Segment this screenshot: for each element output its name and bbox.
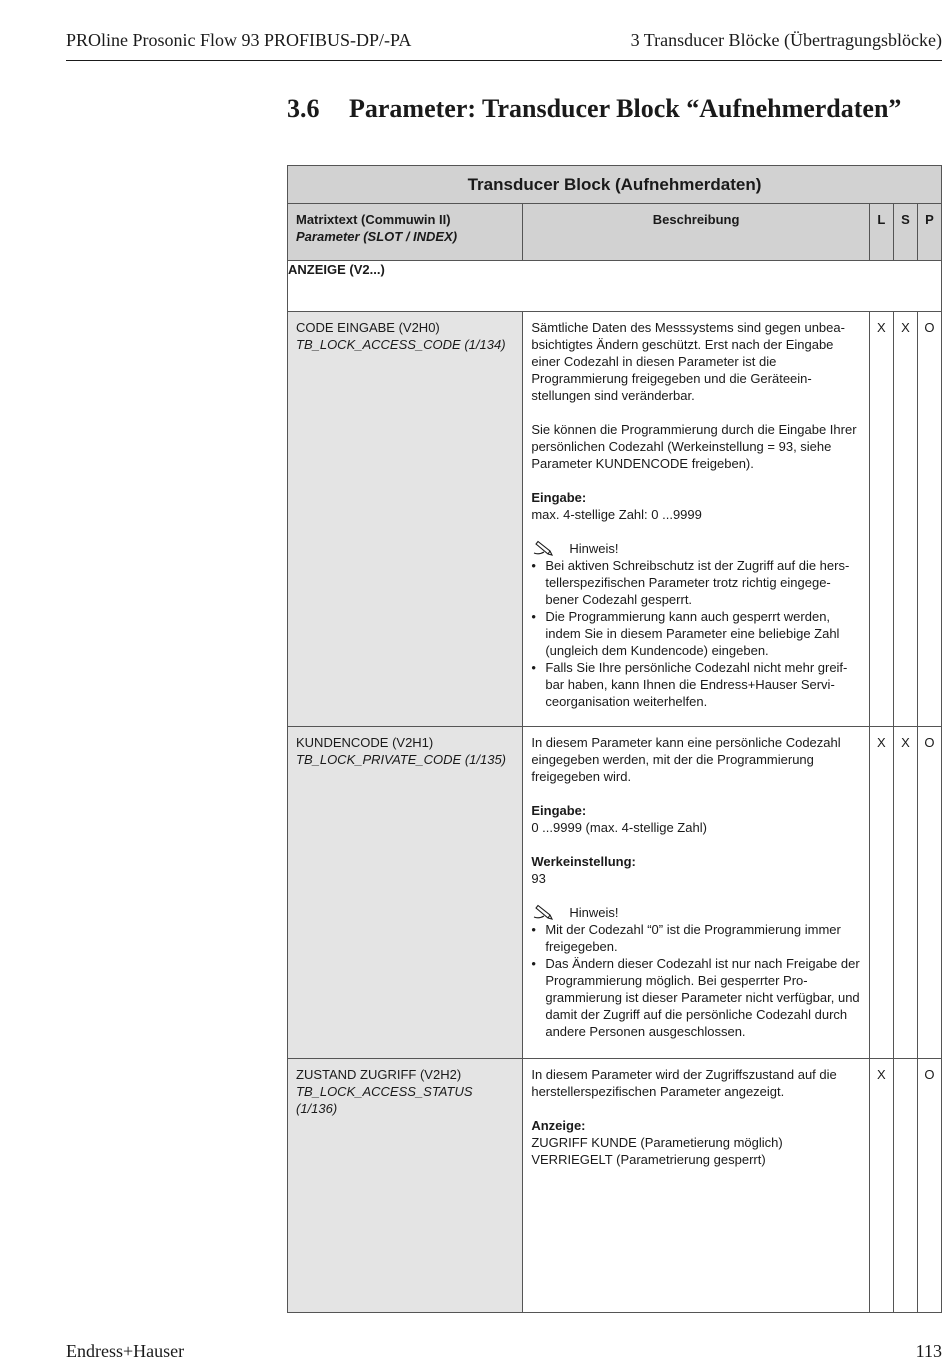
description-text: Sie können die Programmierung durch die Eingabe Ihrer persönlichen Codezahl (Werkeinstellung = 93, siehe Parameter KUNDENCODE freigeben).: [531, 422, 857, 471]
list-item: • Bei aktiven Schreibschutz ist der Zugriff auf die hers-tellerspezifischen Parameter trotz richtig eingege-bener Codezahl gesperrt.: [531, 557, 863, 608]
list-item: • Mit der Codezahl “0” ist die Programmierung immer freigegeben.: [531, 921, 863, 955]
note-list: [531, 921, 863, 1040]
default-label: Werkeinstellung:: [531, 854, 636, 869]
display-label: Anzeige:: [531, 1118, 586, 1133]
pencil-note-icon: [531, 904, 561, 921]
parameter-name: ZUSTAND ZUGRIFF (V2H2): [296, 1067, 462, 1082]
parameter-code: TB_LOCK_ACCESS_STATUS (1/136): [296, 1084, 473, 1116]
footer-brand: Endress+Hauser: [66, 1341, 185, 1361]
running-header-right: 3 Transducer Blöcke (Übertragungsblöcke): [630, 30, 942, 50]
list-item: • Das Ändern dieser Codezahl ist nur nach Freigabe der Programmierung möglich. Bei gesperrter Pro-grammierung ist dieser Parameter nicht verfügbar, und damit der Zugriff auf die persönliche Codezahl durch andere Personen ausgeschlossen.: [531, 955, 863, 1040]
list-item: • Die Programmierung kann auch gesperrt werden, indem Sie in diesem Parameter eine beliebige Zahl (ungleich dem Kundencode) eingeben.: [531, 608, 863, 659]
transducer-block-table: [287, 165, 942, 1313]
parameter-name: KUNDENCODE (V2H1): [296, 735, 434, 750]
column-header-l: L: [869, 204, 893, 261]
column-header-line2: Parameter (SLOT / INDEX): [296, 229, 458, 244]
flag-l: X: [869, 312, 893, 727]
description-text: In diesem Parameter wird der Zugriffszustand auf die herstellerspezifischen Parameter angezeigt.: [531, 1067, 837, 1099]
pencil-note-icon: [531, 540, 561, 557]
flag-l: X: [869, 727, 893, 1059]
display-value: VERRIEGELT (Parametrierung gesperrt): [531, 1152, 766, 1167]
flag-s: [893, 1059, 917, 1313]
flag-s: X: [893, 727, 917, 1059]
column-header-line1: Matrixtext (Commuwin II): [296, 212, 451, 227]
list-item: • Falls Sie Ihre persönliche Codezahl nicht mehr greif-bar haben, kann Ihnen die Endress+Hauser Servi-ceorganisation weiterhelfen.: [531, 659, 863, 710]
header-rule: [66, 60, 942, 61]
note-label: Hinweis!: [569, 905, 619, 920]
running-header-left: PROline Prosonic Flow 93 PROFIBUS-DP/-PA: [66, 30, 412, 50]
parameter-name-cell: [288, 312, 523, 727]
column-header-s: S: [893, 204, 917, 261]
parameter-name-cell: [288, 1059, 523, 1313]
description-text: Sämtliche Daten des Messsystems sind gegen unbea-bsichtigtes Ändern geschützt. Erst nach der Eingabe einer Codezahl in diesen Parameter ist die Programmierung freigegeben und die Geräteein-stellungen sind veränderbar.: [531, 320, 845, 403]
input-label: Eingabe:: [531, 803, 587, 818]
section-title: [287, 94, 901, 124]
input-value: max. 4-stellige Zahl: 0 ...9999: [531, 507, 702, 522]
flag-s: X: [893, 312, 917, 727]
parameter-code: TB_LOCK_PRIVATE_CODE (1/135): [296, 752, 507, 767]
description-cell: [523, 1059, 870, 1313]
note-label: Hinweis!: [569, 541, 619, 556]
flag-p: O: [917, 1059, 941, 1313]
parameter-name: CODE EINGABE (V2H0): [296, 320, 440, 335]
note-heading: [531, 540, 863, 557]
section-title-text: Parameter: Transducer Block “Aufnehmerdaten”: [349, 94, 902, 123]
flag-p: O: [917, 727, 941, 1059]
column-header-p: P: [917, 204, 941, 261]
default-value: 93: [531, 871, 546, 886]
parameter-code: TB_LOCK_ACCESS_CODE (1/134): [296, 337, 506, 352]
description-text: In diesem Parameter kann eine persönliche Codezahl eingegeben werden, mit der die Programmierung freigegeben wird.: [531, 735, 841, 784]
flag-p: O: [917, 312, 941, 727]
description-cell: [523, 727, 870, 1059]
input-label: Eingabe:: [531, 490, 587, 505]
description-cell: [523, 312, 870, 727]
section-number: 3.6: [287, 94, 320, 123]
note-list: [531, 557, 863, 710]
input-value: 0 ...9999 (max. 4-stellige Zahl): [531, 820, 707, 835]
parameter-name-cell: [288, 727, 523, 1059]
table-row: [288, 312, 942, 727]
table-caption: Transducer Block (Aufnehmerdaten): [288, 166, 942, 204]
group-heading: ANZEIGE (V2...): [288, 261, 942, 312]
table-row: [288, 1059, 942, 1313]
note-heading: [531, 904, 863, 921]
table-row: [288, 727, 942, 1059]
page-number: 113: [915, 1341, 942, 1361]
display-value: ZUGRIFF KUNDE (Parametierung möglich): [531, 1135, 783, 1150]
column-header-beschreibung: Beschreibung: [523, 204, 870, 261]
column-header-matrixtext: [288, 204, 523, 261]
flag-l: X: [869, 1059, 893, 1313]
